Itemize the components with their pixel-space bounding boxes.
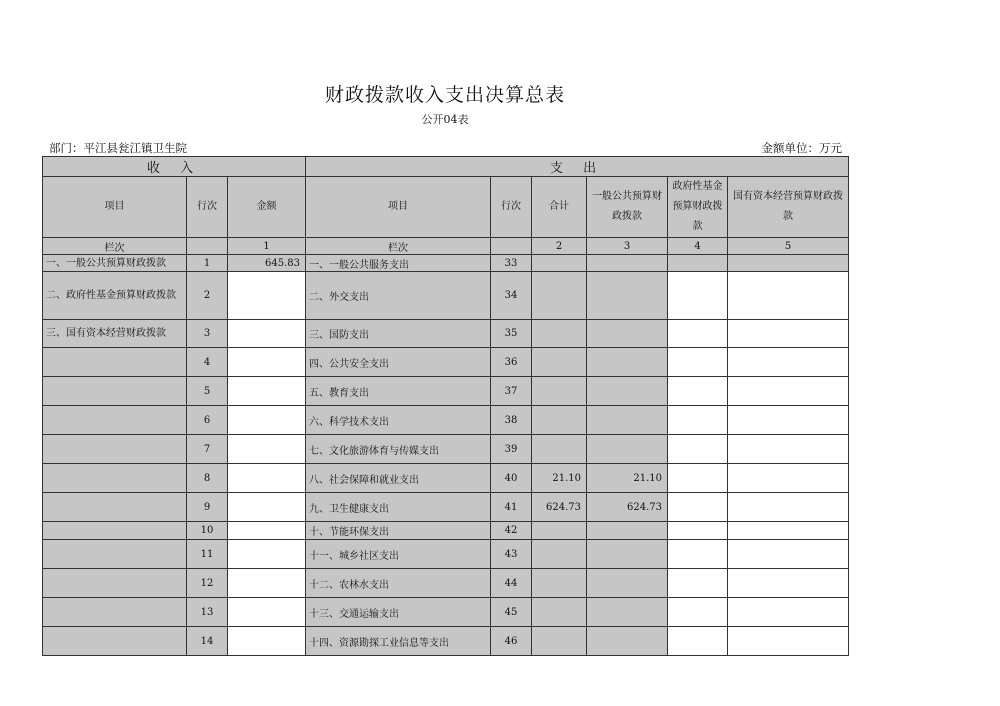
income-row-number: 14 <box>187 627 228 656</box>
expense-row-number: 38 <box>491 406 532 435</box>
income-item-cell: 二、政府性基金预算财政拨款 <box>43 272 187 320</box>
header-gov-fund: 政府性基金预算财政拨款 <box>668 177 728 238</box>
gov-fund-cell <box>668 540 728 569</box>
table-row <box>43 435 849 464</box>
income-amount-cell <box>228 272 306 320</box>
expense-item-cell: 十一、城乡社区支出 <box>306 540 491 569</box>
expense-row-number: 43 <box>491 540 532 569</box>
expense-item-cell: 四、公共安全支出 <box>306 348 491 377</box>
income-item-cell <box>43 569 187 598</box>
state-capital-cell <box>728 435 849 464</box>
expense-item-cell: 三、国防支出 <box>306 320 491 348</box>
expense-item-cell: 二、外交支出 <box>306 272 491 320</box>
general-budget-cell <box>587 406 668 435</box>
expense-item-cell: 六、科学技术支出 <box>306 406 491 435</box>
table-row <box>43 272 849 320</box>
expense-total-cell <box>532 435 587 464</box>
state-capital-cell <box>728 348 849 377</box>
column-index-label: 栏次 <box>43 238 187 255</box>
table-row <box>43 406 849 435</box>
expense-total-cell <box>532 255 587 272</box>
state-capital-cell <box>728 272 849 320</box>
expense-item-cell: 十、节能环保支出 <box>306 522 491 540</box>
table-row <box>43 464 849 493</box>
table-row <box>43 598 849 627</box>
header-total: 合计 <box>532 177 587 238</box>
table-row <box>43 569 849 598</box>
header-income-amount: 金额 <box>228 177 306 238</box>
general-budget-cell <box>587 522 668 540</box>
column-index-3: 3 <box>587 238 668 255</box>
expense-item-cell: 七、文化旅游体育与传媒支出 <box>306 435 491 464</box>
expense-item-cell: 八、社会保障和就业支出 <box>306 464 491 493</box>
expense-total-cell <box>532 320 587 348</box>
state-capital-cell <box>728 406 849 435</box>
table-row <box>43 627 849 656</box>
form-number: 公开04表 <box>421 113 469 126</box>
expense-total-cell <box>532 348 587 377</box>
income-item-cell: 三、国有资本经营财政拨款 <box>43 320 187 348</box>
gov-fund-cell <box>668 522 728 540</box>
gov-fund-cell <box>668 377 728 406</box>
state-capital-cell <box>728 464 849 493</box>
general-budget-cell <box>587 627 668 656</box>
expense-total-cell <box>532 569 587 598</box>
state-capital-cell <box>728 540 849 569</box>
general-budget-cell <box>587 540 668 569</box>
income-item-cell <box>43 598 187 627</box>
column-index-1: 1 <box>228 238 306 255</box>
income-row-number: 12 <box>187 569 228 598</box>
column-index-label: 栏次 <box>306 238 491 255</box>
column-index-4: 4 <box>668 238 728 255</box>
income-amount-cell <box>228 435 306 464</box>
header-expense-row: 行次 <box>491 177 532 238</box>
unit-label: 金额单位：万元 <box>761 141 842 155</box>
income-row-number: 4 <box>187 348 228 377</box>
income-row-number: 11 <box>187 540 228 569</box>
expense-row-number: 35 <box>491 320 532 348</box>
expense-item-cell: 九、卫生健康支出 <box>306 493 491 522</box>
income-row-number: 2 <box>187 272 228 320</box>
gov-fund-cell <box>668 272 728 320</box>
expense-total-cell <box>532 598 587 627</box>
expense-row-number: 34 <box>491 272 532 320</box>
column-index-5: 5 <box>728 238 849 255</box>
income-row-number: 3 <box>187 320 228 348</box>
income-row-number: 9 <box>187 493 228 522</box>
income-row-number: 10 <box>187 522 228 540</box>
income-item-cell <box>43 627 187 656</box>
general-budget-cell <box>587 320 668 348</box>
expense-row-number: 46 <box>491 627 532 656</box>
expense-row-number: 37 <box>491 377 532 406</box>
income-amount-cell <box>228 540 306 569</box>
income-row-number: 7 <box>187 435 228 464</box>
income-amount-cell <box>228 493 306 522</box>
table-row <box>43 348 849 377</box>
state-capital-cell <box>728 522 849 540</box>
expense-total-cell <box>532 272 587 320</box>
income-row-number: 8 <box>187 464 228 493</box>
column-index-cell <box>187 238 228 255</box>
gov-fund-cell <box>668 435 728 464</box>
page-title: 财政拨款收入支出决算总表 <box>324 84 565 106</box>
gov-fund-cell <box>668 406 728 435</box>
general-budget-cell <box>587 255 668 272</box>
income-amount-cell <box>228 320 306 348</box>
expense-total-cell: 624.73 <box>532 493 587 522</box>
general-budget-cell <box>587 598 668 627</box>
income-amount-cell <box>228 522 306 540</box>
income-section-header: 收 入 <box>43 157 306 177</box>
income-item-cell <box>43 464 187 493</box>
expense-row-number: 42 <box>491 522 532 540</box>
gov-fund-cell <box>668 569 728 598</box>
income-item-cell <box>43 377 187 406</box>
header-general-budget: 一般公共预算财政拨款 <box>587 177 668 238</box>
expense-row-number: 40 <box>491 464 532 493</box>
gov-fund-cell <box>668 493 728 522</box>
income-item-cell <box>43 348 187 377</box>
income-amount-cell <box>228 464 306 493</box>
income-item-cell <box>43 435 187 464</box>
column-index-2: 2 <box>532 238 587 255</box>
state-capital-cell <box>728 493 849 522</box>
gov-fund-cell <box>668 464 728 493</box>
expense-item-cell: 五、教育支出 <box>306 377 491 406</box>
expense-row-number: 44 <box>491 569 532 598</box>
expense-item-cell: 十四、资源勘探工业信息等支出 <box>306 627 491 656</box>
general-budget-cell <box>587 348 668 377</box>
income-amount-cell <box>228 598 306 627</box>
expense-section-header: 支 出 <box>306 157 849 177</box>
general-budget-cell <box>587 569 668 598</box>
header-expense-item: 项目 <box>306 177 491 238</box>
income-item-cell: 一、一般公共预算财政拨款 <box>43 255 187 272</box>
expense-row-number: 39 <box>491 435 532 464</box>
expense-item-cell: 一、一般公共服务支出 <box>306 255 491 272</box>
income-amount-cell <box>228 377 306 406</box>
income-item-cell <box>43 540 187 569</box>
income-amount-cell <box>228 627 306 656</box>
general-budget-cell: 21.10 <box>587 464 668 493</box>
expense-total-cell <box>532 540 587 569</box>
header-state-capital: 国有资本经营预算财政拨款 <box>728 177 849 238</box>
state-capital-cell <box>728 255 849 272</box>
income-row-number: 6 <box>187 406 228 435</box>
table-row <box>43 522 849 540</box>
expense-total-cell <box>532 406 587 435</box>
income-item-cell <box>43 406 187 435</box>
department-label: 部门：平江县瓮江镇卫生院 <box>49 141 187 155</box>
gov-fund-cell <box>668 320 728 348</box>
header-income-item: 项目 <box>43 177 187 238</box>
general-budget-cell <box>587 377 668 406</box>
income-item-cell <box>43 522 187 540</box>
budget-summary-table <box>42 156 849 656</box>
expense-row-number: 41 <box>491 493 532 522</box>
state-capital-cell <box>728 320 849 348</box>
income-amount-cell <box>228 406 306 435</box>
income-amount-cell: 645.83 <box>228 255 306 272</box>
table-row <box>43 540 849 569</box>
table-row <box>43 493 849 522</box>
table-row <box>43 320 849 348</box>
expense-item-cell: 十三、交通运输支出 <box>306 598 491 627</box>
state-capital-cell <box>728 598 849 627</box>
income-item-cell <box>43 493 187 522</box>
state-capital-cell <box>728 377 849 406</box>
gov-fund-cell <box>668 627 728 656</box>
expense-row-number: 45 <box>491 598 532 627</box>
table-row <box>43 377 849 406</box>
expense-total-cell: 21.10 <box>532 464 587 493</box>
general-budget-cell: 624.73 <box>587 493 668 522</box>
state-capital-cell <box>728 569 849 598</box>
income-amount-cell <box>228 569 306 598</box>
gov-fund-cell <box>668 598 728 627</box>
gov-fund-cell <box>668 348 728 377</box>
state-capital-cell <box>728 627 849 656</box>
header-income-row: 行次 <box>187 177 228 238</box>
income-row-number: 13 <box>187 598 228 627</box>
general-budget-cell <box>587 435 668 464</box>
expense-row-number: 33 <box>491 255 532 272</box>
general-budget-cell <box>587 272 668 320</box>
column-index-cell <box>491 238 532 255</box>
expense-row-number: 36 <box>491 348 532 377</box>
income-row-number: 5 <box>187 377 228 406</box>
table-row <box>43 255 849 272</box>
expense-total-cell <box>532 627 587 656</box>
expense-total-cell <box>532 522 587 540</box>
income-amount-cell <box>228 348 306 377</box>
income-row-number: 1 <box>187 255 228 272</box>
expense-total-cell <box>532 377 587 406</box>
expense-item-cell: 十二、农林水支出 <box>306 569 491 598</box>
gov-fund-cell <box>668 255 728 272</box>
